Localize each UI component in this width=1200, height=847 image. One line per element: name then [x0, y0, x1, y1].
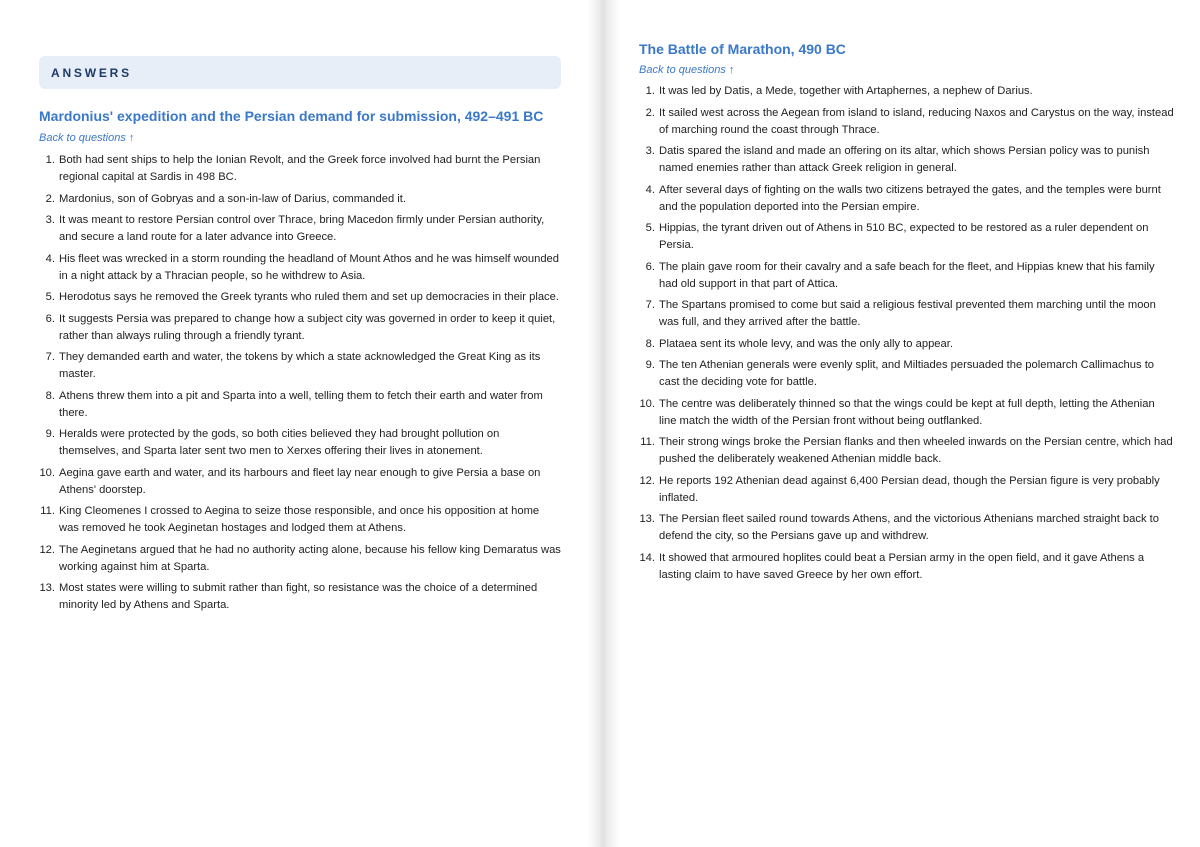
answer-number: 1.	[645, 85, 655, 97]
answer-number: 7.	[645, 299, 655, 311]
answer-number: 13.	[39, 582, 55, 594]
answer-text: The Persian fleet sailed round towards Athens, and the victorious Athenians marched straight back to defend the city, so the Persians gave up and withdrew.	[659, 513, 1159, 542]
answer-text: Heralds were protected by the gods, so both cities believed they had brought pollution on themselves, and Sparta later sent two men to Xerxes offering their lives in atonement.	[59, 428, 500, 457]
answer-text: The centre was deliberately thinned so that the wings could be kept at full depth, letting the Athenian line match the width of the Persian front without being outflanked.	[659, 397, 1155, 427]
answer-list	[639, 83, 1174, 584]
answer-text: Both had sent ships to help the Ionian Revolt, and the Greek force involved had burnt the Persian regional capital at Sardis in 498 BC.	[59, 154, 541, 183]
answer-text: Plataea sent its whole levy, and was the only ally to appear.	[659, 337, 953, 350]
answer-number: 8.	[45, 389, 55, 402]
answer-list	[39, 152, 561, 614]
answer-item	[639, 550, 1174, 584]
answers-banner	[39, 56, 561, 89]
answer-item	[39, 212, 561, 246]
answer-text: Their strong wings broke the Persian flanks and then wheeled inwards on the Persian centre, which had pushed the deliberately weakened Athenian middle back.	[659, 436, 1173, 465]
answer-number: 5.	[645, 222, 655, 234]
answer-item	[639, 434, 1174, 468]
answer-text: After several days of fighting on the walls two citizens betrayed the gates, and the temples were burnt and the population deported into the Persian empire.	[659, 183, 1161, 213]
answer-number: 10.	[39, 466, 55, 479]
answer-text: Mardonius, son of Gobryas and a son-in-law of Darius, commanded it.	[59, 192, 406, 205]
answer-number: 13.	[639, 513, 655, 525]
answer-item	[639, 473, 1174, 507]
answer-number: 9.	[645, 359, 655, 371]
answer-number: 7.	[45, 351, 55, 363]
answer-text: The Aeginetans argued that he had no authority acting alone, because his fellow king Demaratus was working against him at Sparta.	[59, 543, 561, 573]
answer-item	[639, 143, 1174, 177]
section-title: Mardonius' expedition and the Persian demand for submission, 492–491 BC	[39, 108, 544, 124]
answer-item	[39, 311, 561, 345]
answer-item	[639, 511, 1174, 545]
answer-item	[39, 388, 561, 422]
answer-text: The Spartans promised to come but said a religious festival prevented them marching until the moon was full, and they arrived after the battle.	[659, 299, 1156, 328]
answer-text: His fleet was wrecked in a storm rounding the headland of Mount Athos and he was himself wounded in a night attack by a Thracian people, so he withdrew to Asia.	[59, 252, 559, 282]
section-title: The Battle of Marathon, 490 BC	[639, 41, 846, 57]
answer-number: 2.	[645, 106, 655, 119]
right-page	[609, 0, 1200, 847]
answer-text: Datis spared the island and made an offering on its altar, which shows Persian policy was to punish named enemies rather than attack Greek religion in general.	[659, 145, 1150, 174]
answer-item	[39, 465, 561, 499]
answer-number: 3.	[45, 214, 55, 226]
answer-text: It suggests Persia was prepared to change how a subject city was governed in order to keep it quiet, rather than always ruling through a friendly tyrant.	[59, 312, 556, 342]
answer-text: They demanded earth and water, the tokens by which a state acknowledged the Great King as its master.	[59, 351, 541, 380]
answer-item	[639, 336, 1174, 353]
left-page	[0, 0, 597, 847]
answer-text: King Cleomenes I crossed to Aegina to seize those responsible, and once his opposition at home was removed he took Aeginetan hostages and lodged them at Athens.	[59, 505, 540, 534]
answer-item	[39, 349, 561, 383]
answer-item	[39, 152, 561, 186]
answer-text: It sailed west across the Aegean from island to island, reducing Naxos and Carystus on the way, instead of marching round the coast through Thrace.	[659, 106, 1174, 136]
answer-item	[639, 259, 1174, 293]
answer-number: 4.	[45, 252, 55, 265]
answer-text: He reports 192 Athenian dead against 6,400 Persian dead, though the Persian figure is very probably inflated.	[659, 474, 1160, 504]
answer-text: Herodotus says he removed the Greek tyrants who ruled them and set up democracies in their place.	[59, 291, 559, 303]
answer-item	[39, 503, 561, 537]
back-to-questions-link[interactable]: Back to questions ↑	[639, 64, 735, 76]
answer-item	[39, 580, 561, 614]
answer-item	[39, 289, 561, 306]
answer-text: It was meant to restore Persian control over Thrace, bring Macedon firmly under Persian authority, and secure a land route for a later advance into Greece.	[59, 214, 545, 243]
answer-item	[639, 297, 1174, 331]
answer-item	[639, 83, 1174, 100]
answer-text: Aegina gave earth and water, and its harbours and fleet lay near enough to give Persia a base on Athens' doorstep.	[59, 466, 541, 496]
answer-number: 14.	[639, 551, 655, 564]
answer-number: 12.	[639, 474, 655, 487]
answer-item	[639, 105, 1174, 139]
answer-item	[639, 220, 1174, 254]
answer-text: It showed that armoured hoplites could beat a Persian army in the open field, and it gave Athens a lasting claim to have saved Greece by her own effort.	[659, 551, 1145, 581]
answer-item	[39, 191, 561, 208]
answer-number: 10.	[639, 397, 655, 410]
answer-text: Athens threw them into a pit and Sparta into a well, telling them to fetch their earth and water from there.	[59, 389, 543, 419]
answer-item	[639, 182, 1174, 216]
section-mardonius	[39, 108, 561, 619]
answer-number: 6.	[45, 312, 55, 325]
answer-number: 9.	[45, 428, 55, 440]
answers-heading: ANSWERS	[51, 66, 132, 80]
answer-text: The plain gave room for their cavalry and a safe beach for the fleet, and Hippias knew that his family had old support in that part of Attica.	[659, 260, 1155, 290]
answer-text: The ten Athenian generals were evenly split, and Miltiades persuaded the polemarch Callimachus to cast the deciding vote for battle.	[659, 359, 1155, 388]
answer-text: It was led by Datis, a Mede, together with Artaphernes, a nephew of Darius.	[659, 85, 1033, 97]
answer-number: 3.	[645, 145, 655, 157]
back-to-questions-link[interactable]: Back to questions ↑	[39, 132, 135, 144]
answer-number: 8.	[645, 337, 655, 350]
answer-number: 2.	[45, 192, 55, 205]
answer-item	[639, 396, 1174, 430]
answer-item	[639, 357, 1174, 391]
answer-text: Hippias, the tyrant driven out of Athens in 510 BC, expected to be restored as a ruler dependent on Persia.	[659, 222, 1149, 251]
answer-item	[39, 542, 561, 576]
section-marathon	[639, 41, 1174, 588]
answer-text: Most states were willing to submit rather than fight, so resistance was the choice of a determined minority led by Athens and Sparta.	[59, 582, 538, 611]
answer-number: 6.	[645, 260, 655, 273]
answer-number: 12.	[39, 543, 55, 556]
answer-number: 5.	[45, 291, 55, 303]
answer-number: 11.	[640, 436, 655, 448]
answer-number: 4.	[645, 183, 655, 196]
answer-number: 11.	[40, 505, 55, 517]
answer-number: 1.	[45, 154, 55, 166]
answer-item	[39, 251, 561, 285]
answer-item	[39, 426, 561, 460]
page-gutter-shadow	[586, 0, 620, 847]
